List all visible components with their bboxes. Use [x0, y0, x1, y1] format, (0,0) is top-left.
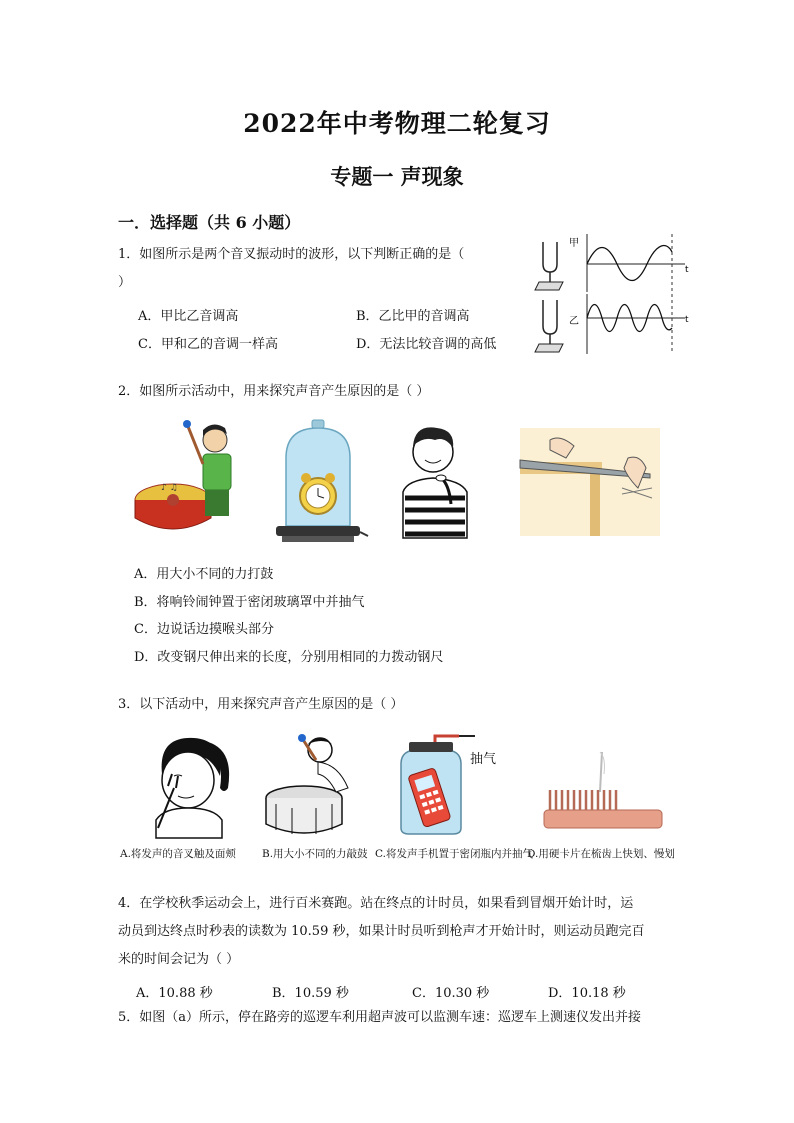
- q4-line1: 4．在学校秋季运动会上，进行百米赛跑。站在终点的计时员，如果看到冒烟开始计时，运: [118, 896, 634, 911]
- q3-caption-b: B.用大小不同的力敲鼓: [262, 848, 368, 860]
- q4-option-a: A．10.88 秒: [136, 986, 213, 1001]
- q1-waveform-figure: [535, 232, 695, 357]
- label-jia: 甲: [569, 238, 579, 249]
- phone-jar-illustration: [395, 730, 505, 835]
- q4-option-d: D．10.18 秒: [548, 986, 626, 1001]
- wave-low-frequency: [587, 246, 672, 281]
- throat-touch-illustration: [395, 418, 475, 543]
- q4-line2: 动员到达终点时秒表的读数为 10.59 秒，如果计时员听到枪声才开始计时，则运动员跑完百: [118, 924, 645, 939]
- q4-line3: 米的时间会记为（ ）: [118, 952, 240, 967]
- q2-option-a: A．用大小不同的力打鼓: [134, 567, 274, 582]
- q3-caption-c: C.将发声手机置于密闭瓶内并抽气: [375, 848, 533, 860]
- topic-title: 专题一 声现象: [330, 164, 464, 189]
- q5-line1: 5．如图（a）所示，停在路旁的巡逻车利用超声波可以监测车速：巡逻车上测速仪发出并接: [118, 1010, 642, 1025]
- steel-ruler-illustration: [520, 428, 660, 536]
- section-heading: 一．选择题（共 6 小题）: [118, 213, 301, 232]
- axis-t-2: t: [685, 315, 689, 325]
- comb-card-illustration: [540, 748, 665, 836]
- label-yi: 乙: [569, 316, 579, 327]
- q1-option-b: B．乙比甲的音调高: [356, 309, 470, 324]
- drum-beating-illustration: [262, 730, 362, 840]
- drum-boy-illustration: [133, 418, 243, 538]
- q2-option-b: B．将响铃闹钟置于密闭玻璃罩中并抽气: [134, 595, 365, 610]
- q1-option-d: D．无法比较音调的高低: [356, 337, 497, 352]
- q1-stem-line2: ）: [118, 275, 132, 290]
- q1-stem-line1: 1．如图所示是两个音叉振动时的波形，以下判断正确的是（: [118, 247, 465, 262]
- q3-caption-d: D.用硬卡片在梳齿上快划、慢划: [527, 848, 675, 860]
- q2-stem: 2．如图所示活动中，用来探究声音产生原因的是（ ）: [118, 384, 430, 399]
- axis-t-1: t: [685, 265, 689, 275]
- q3-stem: 3．以下活动中，用来探究声音产生原因的是（ ）: [118, 697, 404, 712]
- q4-option-b: B．10.59 秒: [272, 986, 349, 1001]
- tuning-fork-face-illustration: [138, 730, 238, 838]
- q1-option-a: A．甲比乙音调高: [138, 309, 239, 324]
- q2-option-c: C．边说话边摸喉头部分: [134, 622, 274, 637]
- q3-caption-a: A.将发声的音叉触及面颊: [120, 848, 236, 860]
- svg-text:♪ ♫: ♪ ♫: [161, 483, 178, 493]
- q1-option-c: C．甲和乙的音调一样高: [138, 337, 278, 352]
- tuning-fork-2: [535, 300, 563, 352]
- bell-jar-illustration: [268, 418, 368, 548]
- tuning-fork-1: [535, 242, 563, 290]
- page-title: 2022年中考物理二轮复习: [243, 109, 551, 138]
- pump-label: 抽气: [470, 752, 497, 767]
- q2-option-d: D．改变钢尺伸出来的长度，分别用相同的力拨动钢尺: [134, 650, 444, 665]
- q4-option-c: C．10.30 秒: [412, 986, 490, 1001]
